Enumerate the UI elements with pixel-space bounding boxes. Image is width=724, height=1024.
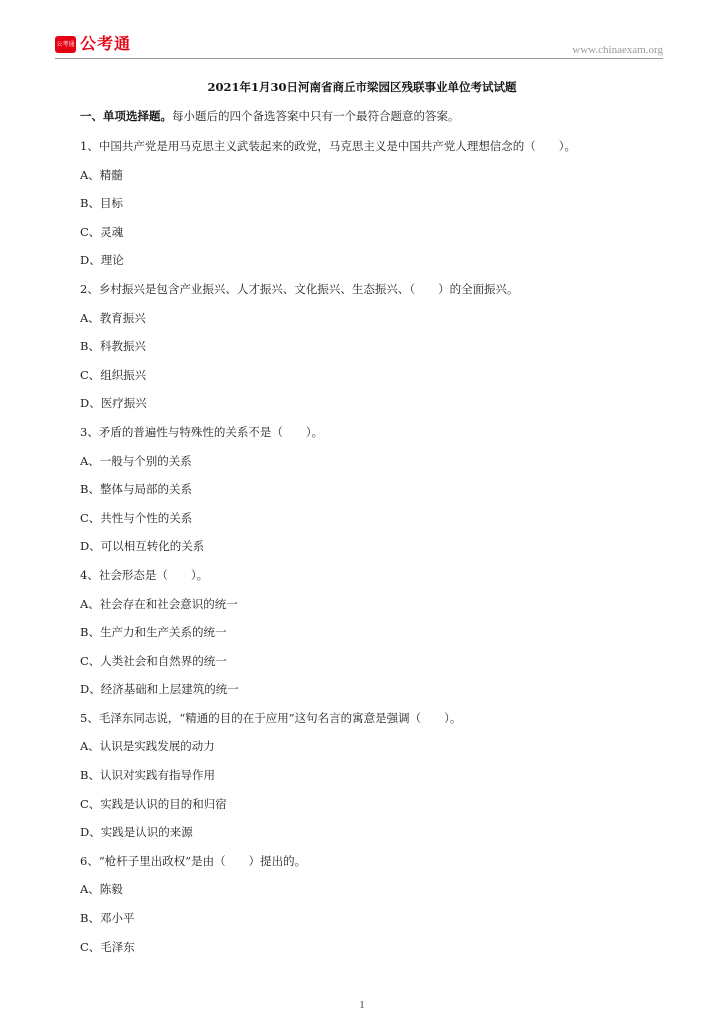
answer-option: B、科教振兴 bbox=[80, 339, 146, 354]
answer-option: B、目标 bbox=[80, 196, 123, 211]
question-text: 1、中国共产党是用马克思主义武装起来的政党，马克思主义是中国共产党人理想信念的（ ）。 bbox=[80, 139, 577, 153]
section-title: 一、单项选择题。 bbox=[80, 109, 172, 123]
answer-option: D、经济基础和上层建筑的统一 bbox=[80, 682, 239, 697]
answer-option: B、邓小平 bbox=[80, 911, 135, 926]
answer-option: A、教育振兴 bbox=[80, 310, 146, 325]
answer-option: C、共性与个性的关系 bbox=[80, 510, 193, 525]
logo-text: 公考通 bbox=[80, 34, 132, 53]
answer-option: D、可以相互转化的关系 bbox=[80, 539, 205, 554]
answer-option: B、生产力和生产关系的统一 bbox=[80, 625, 227, 640]
answer-option: A、认识是实践发展的动力 bbox=[80, 739, 215, 754]
question-list bbox=[80, 138, 680, 967]
answer-option: A、陈毅 bbox=[80, 882, 123, 897]
answer-option: B、认识对实践有指导作用 bbox=[80, 768, 215, 783]
answer-option: D、理论 bbox=[80, 253, 124, 268]
answer-option: A、精髓 bbox=[80, 167, 123, 182]
answer-option: D、医疗振兴 bbox=[80, 396, 147, 411]
page-number: 1 bbox=[359, 1000, 365, 1011]
question-text: 5、毛泽东同志说，“精通的目的在于应用”这句名言的寓意是强调（ ）。 bbox=[80, 710, 462, 725]
answer-option: A、一般与个别的关系 bbox=[80, 453, 192, 468]
answer-option: C、毛泽东 bbox=[80, 939, 135, 954]
logo bbox=[55, 35, 131, 53]
question-text: 3、矛盾的普遍性与特殊性的关系不是（ ）。 bbox=[80, 424, 324, 439]
question-text: 2、乡村振兴是包含产业振兴、人才振兴、文化振兴、生态振兴、（ ）的全面振兴。 bbox=[80, 281, 519, 296]
question-text: 4、社会形态是（ ）。 bbox=[80, 567, 209, 582]
answer-option: B、整体与局部的关系 bbox=[80, 482, 192, 497]
answer-option: C、组织振兴 bbox=[80, 367, 147, 382]
section-instruction: 每小题后的四个备选答案中只有一个最符合题意的答案。 bbox=[172, 109, 460, 123]
answer-option: D、实践是认识的来源 bbox=[80, 825, 193, 840]
site-url: www.chinaexam.org bbox=[572, 44, 663, 56]
question-text: 6、“枪杆子里出政权”是由（ ）提出的。 bbox=[80, 853, 307, 868]
section-heading bbox=[80, 108, 460, 124]
answer-option: C、灵魂 bbox=[80, 224, 124, 239]
document-title: 2021年1月30日河南省商丘市梁园区残联事业单位考试试题 bbox=[207, 80, 517, 94]
page-header bbox=[55, 34, 663, 58]
header-divider bbox=[55, 58, 663, 59]
answer-option: C、实践是认识的目的和归宿 bbox=[80, 796, 227, 811]
logo-badge-icon: 公考通 bbox=[55, 36, 76, 53]
answer-option: A、社会存在和社会意识的统一 bbox=[80, 596, 238, 611]
answer-option: C、人类社会和自然界的统一 bbox=[80, 653, 227, 668]
